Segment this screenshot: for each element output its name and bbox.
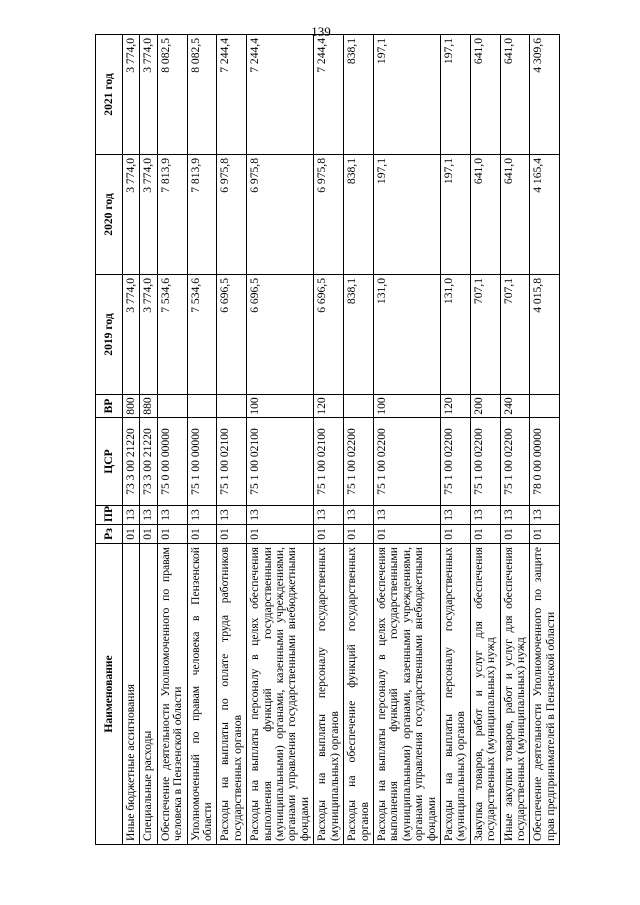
row-2019: 3 774,0 bbox=[123, 275, 140, 395]
row-rz: 01 bbox=[440, 525, 470, 544]
header-2020: 2020 год bbox=[96, 155, 123, 275]
budget-table bbox=[95, 34, 560, 845]
row-name: Расходы на выплаты персоналу в целях обеспечения выполнения функций государственными (муниципальными) органами, казенными учреждениями, органами управления государственными внебюджетными фондами bbox=[247, 544, 314, 845]
table-row bbox=[314, 35, 344, 845]
table-row bbox=[217, 35, 247, 845]
row-2020: 6 975,8 bbox=[217, 155, 247, 275]
row-2021: 641,0 bbox=[500, 35, 530, 155]
row-rz: 01 bbox=[217, 525, 247, 544]
row-pr: 13 bbox=[440, 506, 470, 525]
row-rz: 01 bbox=[530, 525, 560, 544]
row-rz: 01 bbox=[247, 525, 314, 544]
header-pr: ПР bbox=[96, 506, 123, 525]
row-csr: 75 1 00 02200 bbox=[373, 418, 440, 506]
header-2019: 2019 год bbox=[96, 275, 123, 395]
row-csr: 78 0 00 00000 bbox=[530, 418, 560, 506]
row-csr: 75 1 00 02100 bbox=[247, 418, 314, 506]
table-row bbox=[530, 35, 560, 845]
row-2021: 197,1 bbox=[440, 35, 470, 155]
row-pr: 13 bbox=[500, 506, 530, 525]
row-rz: 01 bbox=[123, 525, 140, 544]
table-row bbox=[140, 35, 157, 845]
row-name: Обеспечение деятельности Уполномоченного по защите прав предпринимателей в Пензенской области bbox=[530, 544, 560, 845]
budget-table-container bbox=[95, 35, 615, 845]
row-2019: 6 696,5 bbox=[217, 275, 247, 395]
row-csr: 75 1 00 02200 bbox=[470, 418, 500, 506]
row-name: Расходы на обеспечение функций государственных органов bbox=[344, 544, 374, 845]
row-vr bbox=[157, 395, 187, 418]
row-pr: 13 bbox=[157, 506, 187, 525]
row-name: Специальные расходы bbox=[140, 544, 157, 845]
row-pr: 13 bbox=[470, 506, 500, 525]
row-csr: 75 1 00 02100 bbox=[314, 418, 344, 506]
row-name: Расходы на выплаты по оплате труда работников государственных органов bbox=[217, 544, 247, 845]
table-row bbox=[344, 35, 374, 845]
row-2019: 707,1 bbox=[500, 275, 530, 395]
table-row bbox=[157, 35, 187, 845]
row-rz: 01 bbox=[500, 525, 530, 544]
row-pr: 13 bbox=[247, 506, 314, 525]
row-2020: 6 975,8 bbox=[247, 155, 314, 275]
row-2020: 3 774,0 bbox=[123, 155, 140, 275]
row-vr: 120 bbox=[440, 395, 470, 418]
row-2019: 4 015,8 bbox=[530, 275, 560, 395]
row-2021: 838,1 bbox=[344, 35, 374, 155]
row-csr: 73 3 00 21220 bbox=[123, 418, 140, 506]
row-name: Расходы на выплаты персоналу государственных (муниципальных) органов bbox=[440, 544, 470, 845]
row-rz: 01 bbox=[314, 525, 344, 544]
row-2019: 7 534,6 bbox=[157, 275, 187, 395]
header-2021: 2021 год bbox=[96, 35, 123, 155]
row-vr bbox=[344, 395, 374, 418]
row-2020: 4 165,4 bbox=[530, 155, 560, 275]
row-2019: 707,1 bbox=[470, 275, 500, 395]
row-pr: 13 bbox=[140, 506, 157, 525]
row-csr: 75 1 00 02200 bbox=[440, 418, 470, 506]
table-header-row bbox=[96, 35, 123, 845]
row-vr: 800 bbox=[123, 395, 140, 418]
row-rz: 01 bbox=[187, 525, 217, 544]
row-name: Иные закупки товаров, работ и услуг для обеспечения государственных (муниципальных) нужд bbox=[500, 544, 530, 845]
row-vr: 240 bbox=[500, 395, 530, 418]
row-csr: 75 1 00 02200 bbox=[344, 418, 374, 506]
row-2021: 7 244,4 bbox=[217, 35, 247, 155]
row-2020: 838,1 bbox=[344, 155, 374, 275]
row-csr: 73 3 00 21220 bbox=[140, 418, 157, 506]
row-2020: 641,0 bbox=[470, 155, 500, 275]
row-vr: 880 bbox=[140, 395, 157, 418]
row-2019: 3 774,0 bbox=[140, 275, 157, 395]
page-number: 139 bbox=[311, 24, 331, 39]
row-2021: 7 244,4 bbox=[314, 35, 344, 155]
row-pr: 13 bbox=[187, 506, 217, 525]
row-pr: 13 bbox=[314, 506, 344, 525]
table-row bbox=[247, 35, 314, 845]
table-row bbox=[500, 35, 530, 845]
row-2020: 197,1 bbox=[373, 155, 440, 275]
row-2019: 131,0 bbox=[440, 275, 470, 395]
table-row bbox=[187, 35, 217, 845]
row-name: Закупка товаров, работ и услуг для обеспечения государственных (муниципальных) нужд bbox=[470, 544, 500, 845]
row-vr bbox=[530, 395, 560, 418]
row-csr: 75 1 00 02100 bbox=[217, 418, 247, 506]
row-name: Расходы на выплаты персоналу государственных (муниципальных) органов bbox=[314, 544, 344, 845]
row-2020: 6 975,8 bbox=[314, 155, 344, 275]
row-2021: 3 774,0 bbox=[123, 35, 140, 155]
row-2021: 3 774,0 bbox=[140, 35, 157, 155]
row-vr bbox=[217, 395, 247, 418]
row-pr: 13 bbox=[373, 506, 440, 525]
row-name: Иные бюджетные ассигнования bbox=[123, 544, 140, 845]
row-rz: 01 bbox=[157, 525, 187, 544]
row-2020: 7 813,9 bbox=[157, 155, 187, 275]
row-vr: 100 bbox=[247, 395, 314, 418]
row-vr: 120 bbox=[314, 395, 344, 418]
header-name: Наименование bbox=[96, 544, 123, 845]
row-2019: 838,1 bbox=[344, 275, 374, 395]
table-row bbox=[123, 35, 140, 845]
row-rz: 01 bbox=[140, 525, 157, 544]
row-2020: 641,0 bbox=[500, 155, 530, 275]
row-2019: 6 696,5 bbox=[247, 275, 314, 395]
row-2021: 4 309,6 bbox=[530, 35, 560, 155]
row-2019: 131,0 bbox=[373, 275, 440, 395]
row-2021: 7 244,4 bbox=[247, 35, 314, 155]
row-rz: 01 bbox=[373, 525, 440, 544]
row-pr: 13 bbox=[217, 506, 247, 525]
row-2021: 641,0 bbox=[470, 35, 500, 155]
table-row bbox=[373, 35, 440, 845]
row-2021: 197,1 bbox=[373, 35, 440, 155]
row-2020: 197,1 bbox=[440, 155, 470, 275]
row-name: Расходы на выплаты персоналу в целях обеспечения выполнения функций государственными (муниципальными) органами, казенными учреждениями, органами управления государственными внебюджетными фондами bbox=[373, 544, 440, 845]
table-row bbox=[470, 35, 500, 845]
row-vr bbox=[187, 395, 217, 418]
row-rz: 01 bbox=[470, 525, 500, 544]
row-pr: 13 bbox=[123, 506, 140, 525]
row-2019: 6 696,5 bbox=[314, 275, 344, 395]
row-rz: 01 bbox=[344, 525, 374, 544]
row-vr: 100 bbox=[373, 395, 440, 418]
row-csr: 75 1 00 02200 bbox=[500, 418, 530, 506]
header-rz: Рз bbox=[96, 525, 123, 544]
row-2021: 8 082,5 bbox=[187, 35, 217, 155]
header-vr: ВР bbox=[96, 395, 123, 418]
row-vr: 200 bbox=[470, 395, 500, 418]
table-row bbox=[440, 35, 470, 845]
row-name: Обеспечение деятельности Уполномоченного по правам человека в Пензенской области bbox=[157, 544, 187, 845]
row-name: Уполномоченный по правам человека в Пензенской области bbox=[187, 544, 217, 845]
header-csr: ЦСР bbox=[96, 418, 123, 506]
table-body bbox=[123, 35, 560, 845]
row-pr: 13 bbox=[344, 506, 374, 525]
row-2020: 7 813,9 bbox=[187, 155, 217, 275]
row-2020: 3 774,0 bbox=[140, 155, 157, 275]
row-2021: 8 082,5 bbox=[157, 35, 187, 155]
row-2019: 7 534,6 bbox=[187, 275, 217, 395]
row-csr: 75 1 00 00000 bbox=[187, 418, 217, 506]
row-pr: 13 bbox=[530, 506, 560, 525]
row-csr: 75 0 00 00000 bbox=[157, 418, 187, 506]
